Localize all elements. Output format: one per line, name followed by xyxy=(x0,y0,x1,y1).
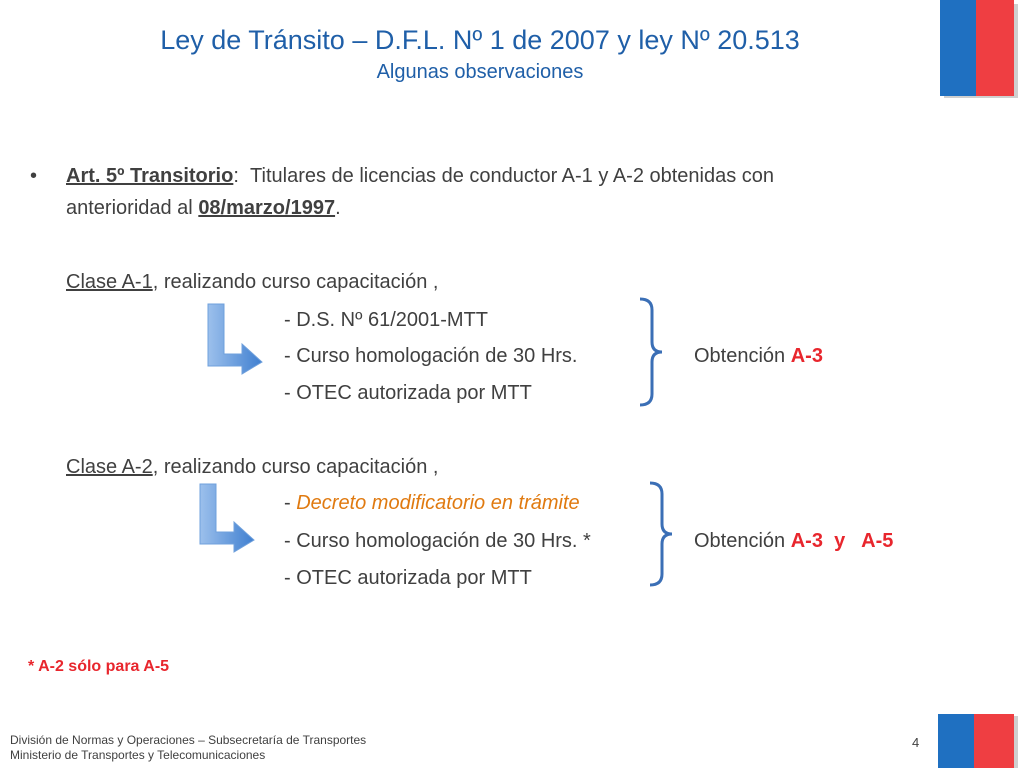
clase-a2-line xyxy=(66,455,438,479)
clase-a2-result-label: Obtención xyxy=(694,530,791,552)
cutoff-date: 08/marzo/1997 xyxy=(198,197,336,219)
bullet-line-2 xyxy=(66,196,341,220)
clase-a1-item-1: - D.S. Nº 61/2001-MTT xyxy=(284,309,489,331)
clase-a2-item-1-italic: Decreto modificatorio en trámite xyxy=(296,492,580,514)
clase-a2-text: , realizando curso capacitación , xyxy=(152,456,439,478)
clase-a2-item-1-prefix: - xyxy=(284,492,297,514)
page-number: 4 xyxy=(912,735,920,750)
clase-a1-item-2: - Curso homologación de 30 Hrs. xyxy=(284,345,578,367)
right-bracket-icon xyxy=(636,296,692,408)
footer-line-1: División de Normas y Operaciones – Subsecretaría de Transportes xyxy=(10,733,367,747)
article-heading: Art. 5º Transitorio xyxy=(66,165,234,187)
clase-a2-item-3: - OTEC autorizada por MTT xyxy=(284,567,532,589)
clase-a2-item-2: - Curso homologación de 30 Hrs. * xyxy=(284,530,591,552)
arrow-down-right-icon xyxy=(196,480,256,554)
clase-a2-result xyxy=(694,529,893,553)
clase-a1-result xyxy=(694,344,823,368)
clase-a1-line xyxy=(66,270,438,294)
slide-title: Ley de Tránsito – D.F.L. Nº 1 de 2007 y ley Nº 20.513 xyxy=(160,25,800,55)
clase-a1-result-label: Obtención xyxy=(694,345,791,367)
clase-a1-text: , realizando curso capacitación , xyxy=(152,271,439,293)
period: . xyxy=(335,197,341,219)
clase-a1-result-value: A-3 xyxy=(790,345,823,367)
footnote: * A-2 sólo para A-5 xyxy=(28,658,170,675)
bullet-line-1 xyxy=(66,164,774,188)
clase-a1-item-3: - OTEC autorizada por MTT xyxy=(284,382,532,404)
clase-a2-label: Clase A-2 xyxy=(66,456,153,478)
heading-colon: : xyxy=(233,165,239,187)
clase-a2-result-value: A-3 y A-5 xyxy=(790,530,894,552)
article-text-1: Titulares de licencias de conductor A-1 y A-2 obtenidas con xyxy=(250,165,775,187)
arrow-down-right-icon xyxy=(204,300,264,376)
chile-flag-logo-bottom xyxy=(938,712,1020,768)
clase-a2-item-1 xyxy=(284,491,580,515)
chile-flag-logo-top xyxy=(940,0,1020,100)
clase-a1-label: Clase A-1 xyxy=(66,271,153,293)
bullet-marker: • xyxy=(30,165,38,187)
article-text-2: anterioridad al xyxy=(66,197,199,219)
slide-subtitle: Algunas observaciones xyxy=(376,61,584,83)
footer-line-2: Ministerio de Transportes y Telecomunicaciones xyxy=(10,748,266,762)
